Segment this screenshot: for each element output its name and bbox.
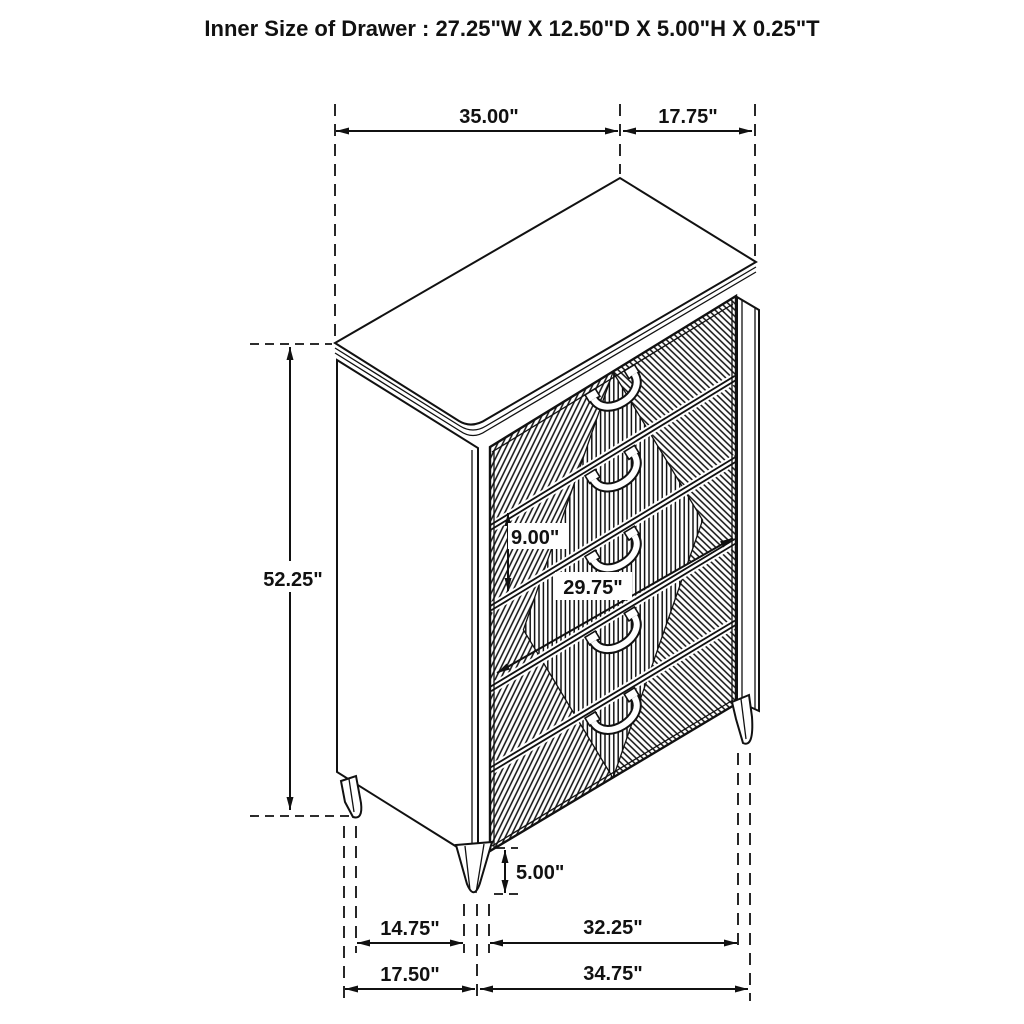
dimension-label-base-depth-inner: 14.75" [380,918,440,940]
dim-base-width-inner [490,917,737,947]
dim-leg-height [502,850,565,893]
dim-base-depth-inner [357,918,463,947]
diagram-title: Inner Size of Drawer : 27.25"W X 12.50"D X 5.00"H X 0.25"T [204,16,820,41]
dim-top-width [336,106,618,135]
dimension-label-leg-height: 5.00" [516,862,565,884]
dim-base-depth-outer [345,964,475,993]
dim-overall-height [255,347,331,810]
dimension-label-overall-height: 52.25" [263,569,323,591]
dimension-label-base-width-outer: 34.75" [583,963,643,985]
dimension-label-top-depth: 17.75" [658,106,718,128]
dim-base-width-outer [480,963,748,993]
dim-top-depth [623,106,752,135]
dimension-label-drawer-front-width: 29.75" [563,577,623,599]
chest-right-panel [737,297,759,711]
front-leg [456,842,492,892]
dimension-label-top-width: 35.00" [459,106,519,128]
dimension-label-base-depth-outer: 17.50" [380,964,440,986]
dimension-label-drawer-front-height: 9.00" [511,527,560,549]
right-leg [732,695,752,744]
dimension-label-base-width-inner: 32.25" [583,917,643,939]
chest-left-panel [337,360,478,851]
